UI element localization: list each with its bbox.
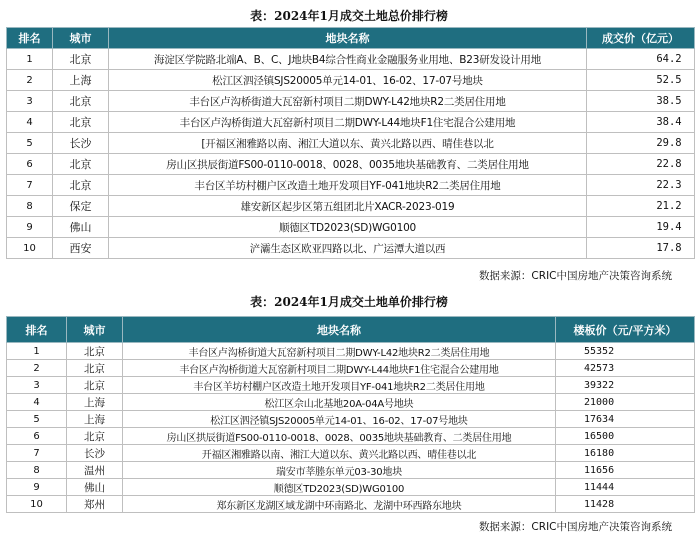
- table-row: [7, 217, 695, 238]
- value-cell: 64.2: [587, 49, 695, 70]
- unit-price-ranking-table: [6, 316, 695, 513]
- rank-cell: 10: [7, 496, 67, 513]
- city-cell: 北京: [53, 91, 109, 112]
- rank-cell: 7: [7, 445, 67, 462]
- value-cell: 52.5: [587, 70, 695, 91]
- city-cell: 温州: [67, 462, 123, 479]
- table1-title: 表：2024年1月成交土地总价排行榜: [250, 9, 448, 23]
- table-row: [7, 91, 695, 112]
- plot-name-cell: 郑东新区龙湖区域龙湖中环南路北、龙湖中环西路东地块: [123, 496, 556, 513]
- city-cell: 北京: [53, 112, 109, 133]
- plot-name-cell: 丰台区卢沟桥街道大瓦窑新村项目二期DWY-L44地块F1住宅混合公建用地: [109, 112, 587, 133]
- value-cell: 42573: [556, 360, 695, 377]
- rank-cell: 6: [7, 154, 53, 175]
- rank-cell: 7: [7, 175, 53, 196]
- value-cell: 11428: [556, 496, 695, 513]
- table-row: [7, 479, 695, 496]
- table2-source-note: 数据来源：CRIC中国房地产决策咨询系统: [478, 521, 672, 533]
- rank-cell: 1: [7, 343, 67, 360]
- city-cell: 北京: [53, 49, 109, 70]
- city-cell: 北京: [67, 377, 123, 394]
- plot-name-cell: 丰台区羊坊村棚户区改造土地开发项目YF-041地块R2二类居住用地: [123, 377, 556, 394]
- value-cell: 38.4: [587, 112, 695, 133]
- header-plot-name: 地块名称: [123, 317, 556, 343]
- plot-name-cell: 丰台区卢沟桥街道大瓦窑新村项目二期DWY-L44地块F1住宅混合公建用地: [123, 360, 556, 377]
- table-row: [7, 411, 695, 428]
- table-row: [7, 133, 695, 154]
- plot-name-cell: 松江区泗泾镇SJS20005单元14-01、16-02、17-07号地块: [109, 70, 587, 91]
- header-rank: 排名: [7, 317, 67, 343]
- value-cell: 17634: [556, 411, 695, 428]
- plot-name-cell: 海淀区学院路北端A、B、C、J地块B4综合性商业金融服务业用地、B23研发设计用地: [109, 49, 587, 70]
- plot-name-cell: 松江区泗泾镇SJS20005单元14-01、16-02、17-07号地块: [123, 411, 556, 428]
- table-row: [7, 360, 695, 377]
- city-cell: 北京: [67, 360, 123, 377]
- table-row: [7, 175, 695, 196]
- table1-source-note: 数据来源：CRIC中国房地产决策咨询系统: [478, 270, 672, 282]
- rank-cell: 4: [7, 112, 53, 133]
- plot-name-cell: 房山区拱辰街道FS00-0110-0018、0028、0035地块基础教育、二类居住用地: [109, 154, 587, 175]
- table-row: [7, 496, 695, 513]
- rank-cell: 9: [7, 479, 67, 496]
- plot-name-cell: [开福区湘雅路以南、湘江大道以东、黄兴北路以西、晴佳巷以北: [109, 133, 587, 154]
- city-cell: 长沙: [67, 445, 123, 462]
- plot-name-cell: 松江区佘山北基地20A-04A号地块: [123, 394, 556, 411]
- city-cell: 北京: [53, 175, 109, 196]
- rank-cell: 3: [7, 377, 67, 394]
- table-row: [7, 49, 695, 70]
- city-cell: 保定: [53, 196, 109, 217]
- city-cell: 北京: [53, 154, 109, 175]
- value-cell: 21.2: [587, 196, 695, 217]
- value-cell: 11444: [556, 479, 695, 496]
- header-city: 城市: [67, 317, 123, 343]
- value-cell: 39322: [556, 377, 695, 394]
- plot-name-cell: 顺德区TD2023(SD)WG0100: [123, 479, 556, 496]
- city-cell: 西安: [53, 238, 109, 259]
- plot-name-cell: 雄安新区起步区第五组团北片XACR-2023-019: [109, 196, 587, 217]
- plot-name-cell: 房山区拱辰街道FS00-0110-0018、0028、0035地块基础教育、二类居住用地: [123, 428, 556, 445]
- rank-cell: 6: [7, 428, 67, 445]
- value-cell: 19.4: [587, 217, 695, 238]
- rank-cell: 8: [7, 462, 67, 479]
- rank-cell: 10: [7, 238, 53, 259]
- table-row: [7, 112, 695, 133]
- plot-name-cell: 顺德区TD2023(SD)WG0100: [109, 217, 587, 238]
- value-cell: 55352: [556, 343, 695, 360]
- city-cell: 北京: [67, 343, 123, 360]
- city-cell: 上海: [67, 394, 123, 411]
- value-cell: 16180: [556, 445, 695, 462]
- rank-cell: 3: [7, 91, 53, 112]
- plot-name-cell: 丰台区卢沟桥街道大瓦窑新村项目二期DWY-L42地块R2二类居住用地: [109, 91, 587, 112]
- table-row: [7, 154, 695, 175]
- rank-cell: 2: [7, 70, 53, 91]
- rank-cell: 8: [7, 196, 53, 217]
- table-header-row: [7, 317, 695, 343]
- header-city: 城市: [53, 28, 109, 49]
- value-cell: 17.8: [587, 238, 695, 259]
- rank-cell: 9: [7, 217, 53, 238]
- header-rank: 排名: [7, 28, 53, 49]
- plot-name-cell: 丰台区卢沟桥街道大瓦窑新村项目二期DWY-L42地块R2二类居住用地: [123, 343, 556, 360]
- city-cell: 佛山: [67, 479, 123, 496]
- rank-cell: 5: [7, 133, 53, 154]
- table-row: [7, 394, 695, 411]
- plot-name-cell: 浐灞生态区欧亚四路以北、广运潭大道以西: [109, 238, 587, 259]
- city-cell: 郑州: [67, 496, 123, 513]
- table-row: [7, 445, 695, 462]
- table-row: [7, 238, 695, 259]
- rank-cell: 4: [7, 394, 67, 411]
- header-plot-name: 地块名称: [109, 28, 587, 49]
- table-row: [7, 428, 695, 445]
- city-cell: 上海: [53, 70, 109, 91]
- rank-cell: 1: [7, 49, 53, 70]
- city-cell: 北京: [67, 428, 123, 445]
- header-total-price: 成交价（亿元）: [587, 28, 695, 49]
- header-floor-price: 楼板价（元/平方米）: [556, 317, 695, 343]
- value-cell: 22.8: [587, 154, 695, 175]
- table-row: [7, 343, 695, 360]
- table-header-row: [7, 28, 695, 49]
- total-price-ranking-table: [6, 27, 695, 259]
- city-cell: 佛山: [53, 217, 109, 238]
- value-cell: 16500: [556, 428, 695, 445]
- table-row: [7, 377, 695, 394]
- value-cell: 21000: [556, 394, 695, 411]
- table-row: [7, 462, 695, 479]
- city-cell: 上海: [67, 411, 123, 428]
- city-cell: 长沙: [53, 133, 109, 154]
- table-row: [7, 196, 695, 217]
- plot-name-cell: 瑞安市莘塍东单元03-30地块: [123, 462, 556, 479]
- value-cell: 22.3: [587, 175, 695, 196]
- table-row: [7, 70, 695, 91]
- rank-cell: 2: [7, 360, 67, 377]
- rank-cell: 5: [7, 411, 67, 428]
- value-cell: 38.5: [587, 91, 695, 112]
- value-cell: 11656: [556, 462, 695, 479]
- plot-name-cell: 丰台区羊坊村棚户区改造土地开发项目YF-041地块R2二类居住用地: [109, 175, 587, 196]
- plot-name-cell: 开福区湘雅路以南、湘江大道以东、黄兴北路以西、晴佳巷以北: [123, 445, 556, 462]
- table2-title: 表：2024年1月成交土地单价排行榜: [250, 295, 448, 309]
- value-cell: 29.8: [587, 133, 695, 154]
